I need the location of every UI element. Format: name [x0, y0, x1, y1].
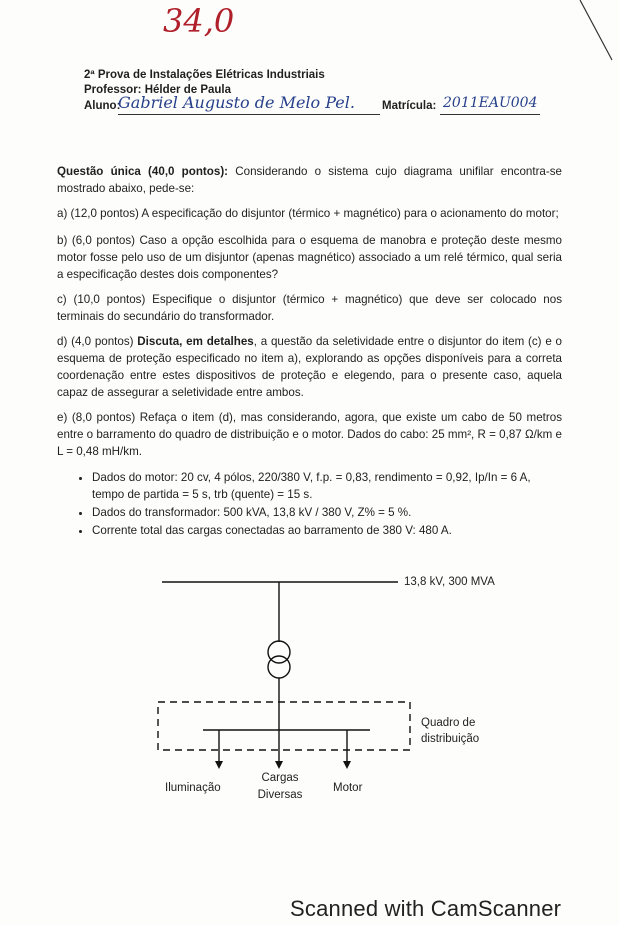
- load-motor-label: Motor: [333, 782, 363, 794]
- panel-label-line2: distribuição: [421, 733, 480, 745]
- panel-label-line1: Quadro de: [421, 717, 476, 729]
- student-name-handwritten: Gabriel Augusto de Melo Pel.: [118, 93, 355, 112]
- bullet-transformer: • Dados do transformador: 500 kVA, 13,8 kV / 380 V, Z% = 5 %.: [92, 504, 562, 521]
- question-intro: [57, 163, 562, 197]
- bullet-list: [74, 469, 562, 539]
- matricula-handwritten: 2011EAU004: [443, 95, 538, 111]
- exam-title: 2ª Prova de Instalações Elétricas Industriais: [84, 69, 325, 81]
- matricula-label: Matrícula:: [382, 100, 437, 112]
- item-b: b) (6,0 pontos) Caso a opção escolhida para o esquema de manobra e proteção deste mesmo motor fosse pelo uso de um disjuntor (apenas magnético) associado a um relé térmico, qual seria a especificação destes dois componentes?: [57, 234, 562, 281]
- single-line-diagram: [0, 565, 619, 825]
- load-misc-label-line2: Diversas: [257, 789, 303, 801]
- item-d-bold: Discuta, em detalhes: [137, 335, 254, 348]
- transformer-secondary-winding: [268, 656, 290, 678]
- bullet-total-current: • Corrente total das cargas conectadas ao barramento de 380 V: 480 A.: [92, 522, 562, 539]
- lighting-arrow: [215, 761, 223, 769]
- question-intro-text: Considerando o sistema cujo diagrama unifilar encontra-se mostrado abaixo, pede-se:: [57, 165, 562, 195]
- item-d: [57, 333, 562, 401]
- student-underline: [118, 114, 380, 115]
- item-a: a) (12,0 pontos) A especificação do disjuntor (térmico + magnético) para o acionamento do motor;: [57, 207, 559, 220]
- matricula-underline: [440, 114, 540, 115]
- misc-loads-arrow: [275, 761, 283, 769]
- item-e: e) (8,0 pontos) Refaça o item (d), mas considerando, agora, que existe um cabo de 50 metros entre o barramento do quadro de distribuição e o motor. Dados do cabo: 25 mm², R = 0,87 Ω/km e L = 0,48 mH/km.: [57, 411, 562, 458]
- scanner-watermark: Scanned with CamScanner: [290, 896, 562, 921]
- handwritten-grade: 34,0: [163, 2, 235, 40]
- data-bullets: [74, 469, 562, 540]
- professor-line: Professor: Hélder de Paula: [84, 84, 231, 96]
- item-c: c) (10,0 pontos) Especifique o disjuntor (térmico + magnético) que deve ser colocado nos terminais do secundário do transformador.: [57, 293, 562, 323]
- student-label: Aluno:: [84, 100, 121, 112]
- load-misc-label-line1: Cargas: [261, 772, 299, 784]
- motor-arrow: [343, 761, 351, 769]
- load-lighting-label: Iluminação: [165, 782, 221, 794]
- source-label: 13,8 kV, 300 MVA: [404, 576, 495, 588]
- question-intro-bold: Questão única (40,0 pontos):: [57, 165, 229, 178]
- distribution-panel-boundary: [158, 702, 410, 750]
- bullet-motor: • Dados do motor: 20 cv, 4 pólos, 220/380 V, f.p. = 0,83, rendimento = 0,92, Ip/In = 6 A, tempo de partida = 5 s, trb (quente) = 15 s.: [92, 469, 562, 503]
- item-d-prefix: d) (4,0 pontos): [57, 335, 138, 348]
- item-d-text: , a questão da seletividade entre o disjuntor do item (c) e o esquema de proteção especificado no item a), explorando as opções disponíveis para a correta coordenação entre estes dispositivos de proteção e elegendo, para o presente caso, aquela capaz de assegurar a seletividade entre ambos.: [57, 335, 562, 399]
